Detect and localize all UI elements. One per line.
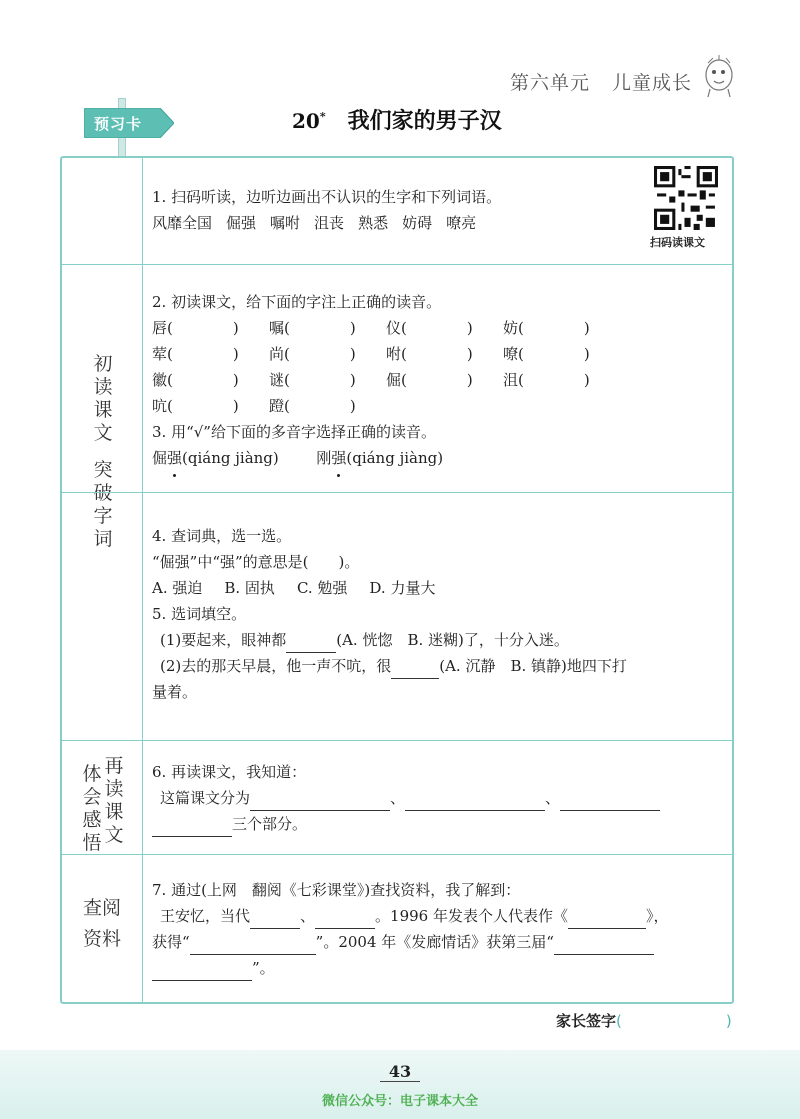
unit-header xyxy=(510,68,692,95)
side-char: 会 xyxy=(82,786,102,808)
q7-blank5[interactable] xyxy=(554,937,654,955)
q6-end: 三个部分。 xyxy=(232,815,308,833)
side-char: 再 xyxy=(104,755,124,777)
q6-blank1[interactable] xyxy=(250,793,390,811)
q7-line1-d: 》， xyxy=(645,907,669,925)
pinyin-char: 嘱( xyxy=(269,319,290,337)
q7-line2 xyxy=(152,929,728,955)
side-char: 课 xyxy=(104,801,124,823)
q2-text: 2. 初读课文，给下面的字注上正确的读音。 xyxy=(152,293,442,311)
q7-line1-c: 。1996 年发表个人代表作《 xyxy=(375,907,568,925)
parent-sign-label: 家长签字 xyxy=(556,1012,617,1030)
q5-blank2[interactable] xyxy=(391,661,439,679)
q5-line2-a: (2)去的那天早晨，他一声不吭，很 xyxy=(160,657,392,675)
pinyin-cell[interactable] xyxy=(386,341,503,367)
side-char: 悟 xyxy=(82,832,102,854)
q7-line3-end: ”。 xyxy=(252,959,275,977)
side-col2 xyxy=(103,755,125,847)
q3-item2[interactable]: 刚强(qiáng jiàng) xyxy=(316,449,443,467)
q6-text: 6. 再读课文，我知道： xyxy=(152,763,307,781)
q5-line2-b: (A. 沉静 B. 镇静)地四下打 xyxy=(439,657,627,675)
side-char: 查 xyxy=(82,897,102,919)
q1-block xyxy=(62,158,732,264)
q3-item1-dot-char: 强 xyxy=(167,445,182,471)
q7-blank4[interactable] xyxy=(190,937,316,955)
pinyin-close: ) xyxy=(232,371,239,389)
word-item: 嘱咐 xyxy=(270,214,301,232)
pinyin-char: 仪( xyxy=(386,319,407,337)
q3-item2-dot-char: 强 xyxy=(331,445,346,471)
page-number: 43 xyxy=(380,1062,420,1082)
q7-line1 xyxy=(152,903,728,929)
side-char: 读 xyxy=(104,778,124,800)
q6-blank3[interactable] xyxy=(560,793,660,811)
pinyin-char: 沮( xyxy=(503,371,524,389)
pinyin-close: ) xyxy=(232,397,239,415)
pinyin-cell[interactable] xyxy=(152,315,269,341)
q4-options xyxy=(152,575,722,601)
pinyin-cell[interactable] xyxy=(269,367,386,393)
q7-line2-b: ”。2004 年《发廊情话》获第三届“ xyxy=(315,933,554,951)
q6-blank3-cont[interactable] xyxy=(152,819,232,837)
worksheet-frame xyxy=(60,156,734,1004)
side-char: 读 xyxy=(93,376,113,398)
word-item: 嘹亮 xyxy=(446,214,477,232)
pinyin-char: 荤( xyxy=(152,345,173,363)
q6-blank2[interactable] xyxy=(405,793,545,811)
qr-label: 扫码读课文 xyxy=(650,236,705,249)
q3-item2-pinyin: (qiáng jiàng) xyxy=(346,449,444,467)
side-line1 xyxy=(72,897,132,920)
pinyin-close: ) xyxy=(466,319,473,337)
side-char: 料 xyxy=(102,928,122,950)
side-char: 阅 xyxy=(102,897,122,919)
pinyin-row xyxy=(152,367,620,393)
q7-text: 7. 通过(上网 翻阅《七彩课堂》)查找资料，我了解到： xyxy=(152,881,521,899)
q7-line1-b: 、 xyxy=(300,907,316,925)
pinyin-close: ) xyxy=(466,345,473,363)
pinyin-cell[interactable] xyxy=(152,393,269,419)
q3-options xyxy=(152,445,620,471)
side-char: 初 xyxy=(93,353,113,375)
q4-option-c[interactable]: C. 勉强 xyxy=(296,579,348,597)
lesson-title xyxy=(292,104,502,135)
q4-q5-block xyxy=(62,492,732,740)
pinyin-cell[interactable] xyxy=(269,341,386,367)
word-item: 风靡全国 xyxy=(152,214,213,232)
q7-content xyxy=(152,877,728,981)
pinyin-char: 谜( xyxy=(269,371,290,389)
side-char: 字 xyxy=(93,505,113,527)
pinyin-close: ) xyxy=(349,397,356,415)
pinyin-row xyxy=(152,315,620,341)
q5-line1 xyxy=(152,627,722,653)
lesson-number: 20 xyxy=(292,109,320,133)
pinyin-close: ) xyxy=(232,345,239,363)
side-label-second-reading xyxy=(74,755,132,855)
parent-sign-open: ( xyxy=(616,1012,622,1030)
pinyin-close: ) xyxy=(583,319,590,337)
side-char: 资 xyxy=(82,928,102,950)
pinyin-cell[interactable] xyxy=(269,315,386,341)
pinyin-char: 咐( xyxy=(386,345,407,363)
mascot-illustration xyxy=(700,55,738,99)
q6-line2 xyxy=(152,811,724,837)
wechat-footer: 微信公众号：电子课本大全 xyxy=(321,1094,478,1109)
side-char: 词 xyxy=(93,528,113,550)
pinyin-cell[interactable] xyxy=(386,315,503,341)
pinyin-row xyxy=(152,341,620,367)
q4-text: 4. 查词典，选一选。 xyxy=(152,527,292,545)
pinyin-close: ) xyxy=(232,319,239,337)
q4-option-b[interactable]: B. 固执 xyxy=(224,579,275,597)
pinyin-close: ) xyxy=(466,371,473,389)
q7-line1-a: 王安忆，当代 xyxy=(160,907,251,925)
pinyin-cell[interactable] xyxy=(269,393,386,419)
lesson-name: 我们家的男子汉 xyxy=(347,108,502,134)
q6-sep: 、 xyxy=(545,789,561,807)
side-line2 xyxy=(72,928,132,951)
preview-tag xyxy=(84,108,174,138)
q7-blank5-cont[interactable] xyxy=(152,963,252,981)
side-char: 文 xyxy=(93,422,113,444)
pinyin-close: ) xyxy=(349,371,356,389)
q3-text: 3. 用“√”给下面的多音字选择正确的读音。 xyxy=(152,423,436,441)
pinyin-cell[interactable] xyxy=(503,367,620,393)
pinyin-char: 尚( xyxy=(269,345,290,363)
pinyin-char: 徽( xyxy=(152,371,173,389)
word-item: 熟悉 xyxy=(358,214,389,232)
parent-sign-close: ) xyxy=(725,1012,732,1030)
word-item: 沮丧 xyxy=(314,214,345,232)
q2-content xyxy=(152,289,620,471)
q7-line3 xyxy=(152,955,728,981)
side-label-research xyxy=(72,897,132,951)
parent-signature[interactable] xyxy=(556,1010,732,1031)
q4-option-d[interactable]: D. 力量大 xyxy=(369,579,436,597)
q6-line1-text: 这篇课文分为 xyxy=(160,789,251,807)
q5-line1-a: (1)要起来，眼神都 xyxy=(160,631,287,649)
pinyin-cell[interactable] xyxy=(503,341,620,367)
q5-text: 5. 选词填空。 xyxy=(152,605,247,623)
q7-blank1[interactable] xyxy=(250,911,300,929)
q4-prompt: “倔强”中“强”的意思是( )。 xyxy=(152,553,360,571)
q1-content xyxy=(152,184,501,236)
q5-line2 xyxy=(152,653,722,679)
pinyin-char: 吭( xyxy=(152,397,173,415)
q4-option-a[interactable]: A. 强迫 xyxy=(152,579,203,597)
q5-line1-b: (A. 恍惚 B. 迷糊)了，十分入迷。 xyxy=(336,631,569,649)
q6-line1 xyxy=(152,785,724,811)
pinyin-char: 倔( xyxy=(386,371,407,389)
pinyin-cell[interactable] xyxy=(152,341,269,367)
unit-label: 第六单元 xyxy=(509,72,590,94)
q7-blank2[interactable] xyxy=(315,911,375,929)
q6-content xyxy=(152,759,724,837)
pinyin-cell[interactable] xyxy=(152,367,269,393)
q1-text: 1. 扫码听读，边听边画出不认识的生字和下列词语。 xyxy=(152,188,502,206)
pinyin-char: 嘹( xyxy=(503,345,524,363)
q5-line3: 量着。 xyxy=(152,683,198,701)
qr-code-icon[interactable] xyxy=(654,166,718,230)
word-item: 倔强 xyxy=(226,214,257,232)
pinyin-char: 蹬( xyxy=(269,397,290,415)
word-item: 妨碍 xyxy=(402,214,433,232)
pinyin-char: 妨( xyxy=(503,319,524,337)
pinyin-cell[interactable] xyxy=(503,315,620,341)
q3-item1[interactable]: 倔强(qiáng jiàng) xyxy=(152,449,279,467)
q6-sep: 、 xyxy=(390,789,406,807)
side-char: 感 xyxy=(82,809,102,831)
side-char: 文 xyxy=(104,824,124,846)
side-char: 体 xyxy=(82,763,102,785)
pinyin-close: ) xyxy=(583,345,590,363)
side-col1 xyxy=(81,763,103,855)
q7-blank3[interactable] xyxy=(568,911,646,929)
unit-theme: 儿童成长 xyxy=(611,72,692,94)
pinyin-cell[interactable] xyxy=(386,367,503,393)
pinyin-close: ) xyxy=(583,371,590,389)
q2-q3-block xyxy=(62,264,732,492)
pinyin-close: ) xyxy=(349,319,356,337)
q7-block xyxy=(62,854,732,1004)
q1-words xyxy=(152,210,501,236)
pinyin-close: ) xyxy=(349,345,356,363)
q4-content xyxy=(152,523,722,705)
q5-blank1[interactable] xyxy=(286,635,336,653)
q7-line2-a: 获得“ xyxy=(152,933,190,951)
side-char: 突 xyxy=(93,459,113,481)
q6-block xyxy=(62,740,732,854)
preview-tag-label: 预习卡 xyxy=(94,115,143,133)
q3-item1-pinyin: (qiáng jiàng) xyxy=(182,449,279,467)
pinyin-row xyxy=(152,393,620,419)
pinyin-char: 唇( xyxy=(152,319,173,337)
side-char: 课 xyxy=(93,399,113,421)
lesson-star: * xyxy=(319,109,326,123)
side-char: 破 xyxy=(93,482,113,504)
